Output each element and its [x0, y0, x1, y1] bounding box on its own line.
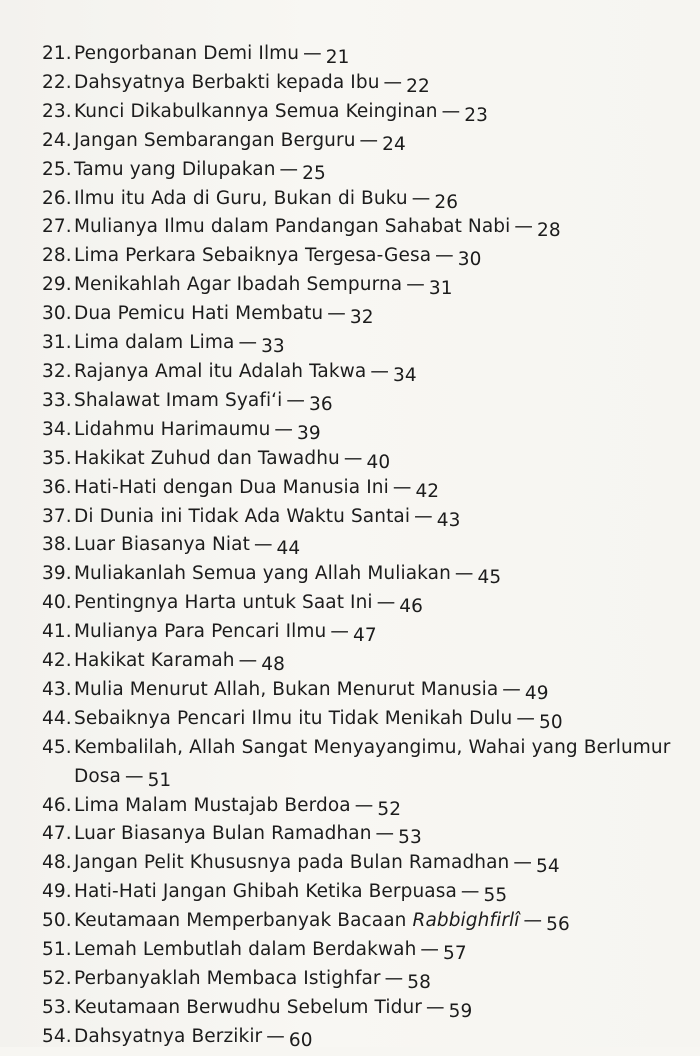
toc-entry-dash: — [238, 332, 258, 354]
toc-entry-number: 49. [42, 881, 72, 903]
toc-entry-page-number: 55 [483, 885, 508, 907]
toc-entry [42, 849, 682, 878]
toc-entry-page-number: 52 [377, 798, 402, 820]
toc-entry-page-number: 23 [464, 104, 488, 126]
toc-entry-page-number: 60 [288, 1029, 313, 1051]
toc-entry-dash: — [460, 881, 480, 903]
toc-entry [42, 878, 682, 907]
toc-entry-text [74, 156, 682, 185]
toc-entry-number: 22. [42, 71, 72, 93]
toc-entry-title: Pengorbanan Demi Ilmu [74, 43, 300, 64]
toc-entry-page-number: 51 [147, 769, 172, 791]
toc-entry-number: 30. [42, 303, 72, 325]
toc-entry-title: Mulianya Ilmu dalam Pandangan Sahabat Nabi [74, 216, 511, 238]
toc-entry-number: 36. [42, 476, 72, 498]
toc-entry [42, 589, 682, 618]
toc-entry-dash: — [124, 765, 144, 787]
toc-entry-page-number: 46 [399, 596, 424, 618]
toc-entry-text [74, 445, 682, 474]
toc-entry-number: 43. [42, 678, 72, 700]
toc-entry-number: 42. [42, 650, 72, 672]
toc-entry-number: 32. [42, 360, 72, 382]
toc-entry-title: Muliakanlah Semua yang Allah Muliakan [74, 563, 451, 585]
toc-entry-title: Kembalilah, Allah Sangat Menyayangimu, Wahai yang Berlumur Dosa [74, 736, 671, 787]
toc-entry-page-number: 44 [276, 538, 301, 560]
toc-entry-title: Jangan Pelit Khususnya pada Bulan Ramadhan [74, 852, 510, 874]
toc-entry-page-number: 58 [407, 972, 431, 993]
toc-entry-number: 53. [42, 996, 72, 1018]
toc-entry-title: Ilmu itu Ada di Guru, Bukan di Buku [74, 187, 408, 209]
toc-entry-dash: — [420, 939, 440, 961]
toc-entry-number: 31. [42, 332, 72, 354]
toc-entry [42, 820, 682, 849]
toc-entry-text [74, 242, 682, 271]
toc-entry-dash: — [383, 71, 403, 93]
toc-entry-text [74, 531, 682, 560]
toc-entry-text [74, 387, 682, 416]
toc-entry-title: Pentingnya Harta untuk Saat Ini [74, 592, 373, 614]
toc-entry [42, 242, 682, 271]
table-of-contents [42, 40, 682, 1052]
toc-entry [42, 213, 682, 242]
toc-entry-title: Lima dalam Lima [74, 332, 235, 354]
toc-entry-dash: — [454, 563, 474, 585]
toc-entry-text [74, 965, 682, 994]
toc-entry-page-number: 45 [477, 567, 502, 589]
toc-entry-dash: — [384, 968, 404, 989]
toc-entry-title: Luar Biasanya Niat [74, 534, 250, 556]
toc-entry-page-number: 36 [309, 393, 333, 415]
toc-entry-number: 45. [42, 736, 72, 758]
toc-entry [42, 705, 682, 734]
toc-entry-title: Lima Perkara Sebaiknya Tergesa-Gesa [74, 245, 432, 267]
toc-entry-dash: — [327, 303, 346, 325]
toc-entry [42, 792, 682, 821]
toc-entry-number: 47. [42, 823, 72, 845]
toc-entry-text [74, 98, 682, 127]
toc-entry-text [74, 329, 682, 358]
toc-entry-number: 50. [42, 910, 72, 932]
toc-entry-dash: — [414, 505, 433, 527]
toc-entry-page-number: 43 [436, 509, 461, 531]
toc-entry-title: Shalawat Imam Syafi‘i [74, 389, 283, 411]
toc-entry [42, 1023, 682, 1052]
toc-entry-number: 28. [42, 245, 72, 267]
toc-entry-text [74, 416, 682, 445]
toc-entry-page-number: 42 [415, 480, 440, 502]
toc-entry-dash: — [354, 794, 374, 816]
toc-entry [42, 503, 682, 532]
toc-entry-number: 37. [42, 505, 72, 527]
toc-entry [42, 965, 682, 994]
toc-entry-page-number: 49 [524, 682, 549, 704]
toc-entry-number: 24. [42, 129, 72, 151]
toc-entry-number: 54. [42, 1025, 72, 1047]
toc-entry-page-number: 56 [546, 914, 570, 936]
toc-entry-number: 26. [42, 187, 72, 209]
toc-entry [42, 416, 682, 445]
toc-entry-title: Keutamaan Berwudhu Sebelum Tidur [74, 996, 422, 1018]
toc-entry-text [74, 271, 682, 300]
toc-entry-dash: — [274, 418, 294, 440]
toc-entry-text [74, 792, 682, 821]
toc-entry-dash: — [435, 245, 454, 267]
toc-entry-title: Di Dunia ini Tidak Ada Waktu Santai [74, 505, 411, 527]
toc-entry-dash: — [441, 100, 461, 122]
toc-entry-title: Luar Biasanya Bulan Ramadhan [74, 823, 372, 845]
toc-entry [42, 69, 682, 98]
toc-entry-title: Mulianya Para Pencari Ilmu [74, 621, 327, 643]
toc-entry-title: Lemah Lembutlah dalam Berdakwah [74, 939, 417, 961]
toc-entry [42, 127, 682, 156]
toc-entry-title: Tamu yang Dilupakan [74, 158, 276, 180]
toc-entry-title-italic: Rabbighfirlî [412, 910, 520, 932]
toc-entry-text [74, 40, 682, 69]
toc-entry-number: 27. [42, 216, 72, 238]
toc-entry-dash: — [375, 823, 395, 845]
toc-entry [42, 734, 682, 792]
toc-entry-dash: — [343, 447, 363, 469]
toc-entry-dash: — [330, 621, 349, 643]
toc-entry-number: 23. [42, 100, 72, 122]
toc-entry-number: 40. [42, 592, 72, 614]
toc-entry-text [74, 560, 682, 589]
toc-entry-dash: — [359, 129, 379, 151]
toc-entry-text [74, 849, 682, 878]
toc-entry-number: 35. [42, 447, 72, 469]
toc-entry-dash: — [425, 996, 445, 1018]
toc-entry-dash: — [411, 187, 431, 209]
toc-entry-dash: — [392, 476, 412, 498]
toc-entry-number: 52. [42, 968, 72, 989]
toc-entry-page-number: 25 [302, 162, 326, 184]
toc-entry-text [74, 589, 682, 618]
toc-entry-page-number: 59 [448, 1000, 473, 1022]
toc-entry-number: 51. [42, 939, 72, 961]
toc-entry-text [74, 878, 682, 907]
toc-entry [42, 647, 682, 676]
toc-entry-page-number: 28 [536, 220, 561, 242]
toc-entry-page-number: 57 [443, 943, 467, 965]
toc-entry-text [74, 358, 682, 387]
toc-entry-title: Hakikat Zuhud dan Tawadhu [74, 447, 340, 469]
toc-entry-text [74, 936, 682, 965]
toc-entry [42, 98, 682, 127]
toc-entry-page-number: 50 [538, 711, 563, 733]
toc-entry-number: 48. [42, 852, 72, 874]
toc-entry-page-number: 53 [398, 827, 422, 849]
toc-entry-page-number: 30 [457, 249, 482, 271]
toc-entry-title: Lidahmu Harimaumu [74, 418, 271, 440]
toc-entry [42, 474, 682, 503]
toc-entry-page-number: 32 [349, 307, 374, 329]
toc-entry-dash: — [286, 389, 306, 411]
toc-entry-number: 25. [42, 158, 72, 180]
toc-entry-number: 41. [42, 621, 72, 643]
toc-entry-text [74, 994, 682, 1023]
toc-entry [42, 358, 682, 387]
toc-entry-number: 39. [42, 563, 72, 585]
toc-entry [42, 40, 682, 69]
toc-entry-page-number: 34 [392, 364, 417, 386]
toc-entry [42, 676, 682, 705]
toc-entry-page-number: 40 [366, 451, 391, 473]
toc-entry-text [74, 734, 682, 792]
toc-entry-title: Dua Pemicu Hati Membatu [74, 303, 324, 325]
toc-entry-text [74, 127, 682, 156]
toc-entry-text [74, 69, 682, 98]
toc-entry [42, 994, 682, 1023]
toc-entry-text [74, 503, 682, 532]
toc-entry-title: Sebaiknya Pencari Ilmu itu Tidak Menikah Dulu [74, 707, 513, 729]
toc-entry [42, 185, 682, 214]
toc-entry-title: Hakikat Karamah [74, 650, 235, 672]
toc-entry [42, 387, 682, 416]
toc-entry-text [74, 213, 682, 242]
toc-entry-title: Keutamaan Memperbanyak Bacaan [74, 910, 407, 932]
toc-entry-page-number: 21 [325, 47, 350, 68]
toc-entry-number: 38. [42, 534, 72, 556]
toc-entry-title: Lima Malam Mustajab Berdoa [74, 794, 351, 816]
toc-entry-text [74, 676, 682, 705]
toc-entry-number: 44. [42, 707, 72, 729]
toc-entry-text [74, 1023, 682, 1052]
toc-entry-page-number: 26 [434, 191, 459, 213]
toc-entry [42, 560, 682, 589]
toc-entry-dash: — [266, 1025, 285, 1047]
toc-entry-dash: — [514, 216, 533, 238]
toc-entry-text [74, 300, 682, 329]
toc-entry-page-number: 47 [352, 625, 377, 647]
toc-entry [42, 618, 682, 647]
toc-entry [42, 329, 682, 358]
toc-entry-dash: — [502, 678, 521, 700]
toc-entry-page-number: 33 [261, 336, 285, 358]
toc-entry [42, 907, 682, 936]
toc-entry-text [74, 185, 682, 214]
toc-entry-page-number: 31 [428, 278, 453, 300]
toc-entry-number: 33. [42, 389, 72, 411]
toc-entry-title: Menikahlah Agar Ibadah Sempurna [74, 274, 403, 296]
toc-entry-page-number: 22 [406, 75, 430, 97]
toc-entry [42, 300, 682, 329]
toc-entry-text [74, 705, 682, 734]
toc-entry-text [74, 647, 682, 676]
toc-entry-page-number: 48 [261, 654, 285, 676]
toc-entry-dash: — [406, 274, 425, 296]
toc-entry-page-number: 54 [536, 856, 560, 878]
toc-entry-title: Jangan Sembarangan Berguru [74, 129, 356, 151]
toc-entry [42, 936, 682, 965]
toc-entry-page-number: 24 [382, 133, 406, 155]
toc-entry-title: Perbanyaklah Membaca Istighfar [74, 968, 381, 989]
toc-entry-number: 34. [42, 418, 72, 440]
toc-entry-number: 29. [42, 274, 72, 296]
toc-entry-dash: — [516, 707, 535, 729]
toc-entry [42, 156, 682, 185]
toc-entry-dash: — [513, 852, 532, 874]
toc-entry-dash: — [253, 534, 273, 556]
toc-entry-page-number: 39 [297, 422, 321, 444]
toc-entry-number: 21. [42, 43, 72, 64]
toc-entry-text [74, 618, 682, 647]
toc-entry-title: Dahsyatnya Berbakti kepada Ibu [74, 71, 380, 93]
toc-entry-number: 46. [42, 794, 72, 816]
toc-entry-text [74, 907, 682, 936]
toc-entry-title: Dahsyatnya Berzikir [74, 1025, 263, 1047]
toc-entry [42, 445, 682, 474]
toc-entry-dash: — [238, 650, 258, 672]
toc-entry-text [74, 474, 682, 503]
toc-entry [42, 271, 682, 300]
toc-entry-dash: — [523, 910, 543, 932]
toc-entry-title: Mulia Menurut Allah, Bukan Menurut Manusia [74, 678, 499, 700]
toc-entry-dash: — [376, 592, 396, 614]
toc-entry [42, 531, 682, 560]
toc-entry-title: Hati-Hati Jangan Ghibah Ketika Berpuasa [74, 881, 457, 903]
toc-entry-dash: — [279, 158, 299, 180]
toc-entry-text [74, 820, 682, 849]
toc-entry-title: Rajanya Amal itu Adalah Takwa [74, 360, 367, 382]
toc-entry-title: Hati-Hati dengan Dua Manusia Ini [74, 476, 389, 498]
toc-entry-dash: — [370, 360, 389, 382]
toc-entry-dash: — [303, 43, 322, 64]
toc-entry-title: Kunci Dikabulkannya Semua Keinginan [74, 100, 438, 122]
